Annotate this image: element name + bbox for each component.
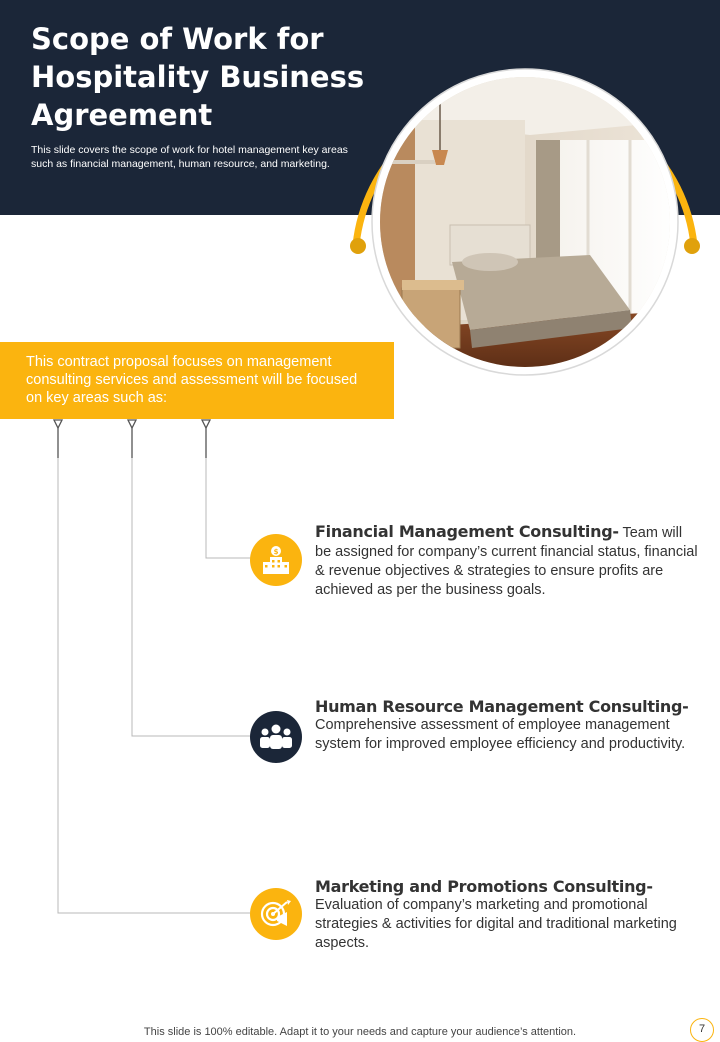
hr-item-title: Human Resource Management Consulting- (315, 697, 689, 716)
page-number: 7 (690, 1018, 714, 1042)
arc-end-dot-left (350, 238, 366, 254)
connector-lines (0, 410, 720, 930)
arc-end-dot-right (684, 238, 700, 254)
connector-hr (132, 458, 250, 736)
page-title: Scope of Work for Hospitality Business Agreement (31, 22, 365, 132)
financial-item-body: Team will be assigned for company’s current financial status, financial & revenue objectives & strategies to ensure profits are achieved as per the business goals. (315, 525, 698, 598)
marketing-item-body: Evaluation of company’s marketing and promotional strategies & activities for digital and traditional marketing aspects. (315, 897, 677, 951)
pin-marker (128, 420, 136, 428)
pin-marker (202, 420, 210, 428)
hr-item-body: Comprehensive assessment of employee management system for improved employee efficiency and productivity. (315, 717, 686, 752)
banner-text: This contract proposal focuses on management consulting services and assessment will be focused on key areas such as: (26, 354, 358, 406)
page-subtitle: This slide covers the scope of work for hotel management key areas such as financial management, human resource, and marketing. (31, 144, 348, 170)
footer-note: This slide is 100% editable. Adapt it to your needs and capture your audience’s attention. (143, 1026, 577, 1038)
hr-management-item (315, 697, 700, 754)
target-megaphone-icon (250, 888, 302, 940)
proposal-banner (0, 342, 394, 419)
hotel-room-image (340, 40, 710, 400)
connector-financial (206, 458, 250, 558)
connector-marketing (58, 458, 250, 913)
marketing-item-title: Marketing and Promotions Consulting- (315, 877, 653, 896)
financial-management-item (315, 522, 700, 600)
financial-building-icon (250, 534, 302, 586)
team-people-icon (250, 711, 302, 763)
pin-marker (54, 420, 62, 428)
marketing-item (315, 877, 700, 953)
svg-text:$: $ (273, 548, 279, 556)
financial-item-title: Financial Management Consulting- (315, 522, 619, 541)
